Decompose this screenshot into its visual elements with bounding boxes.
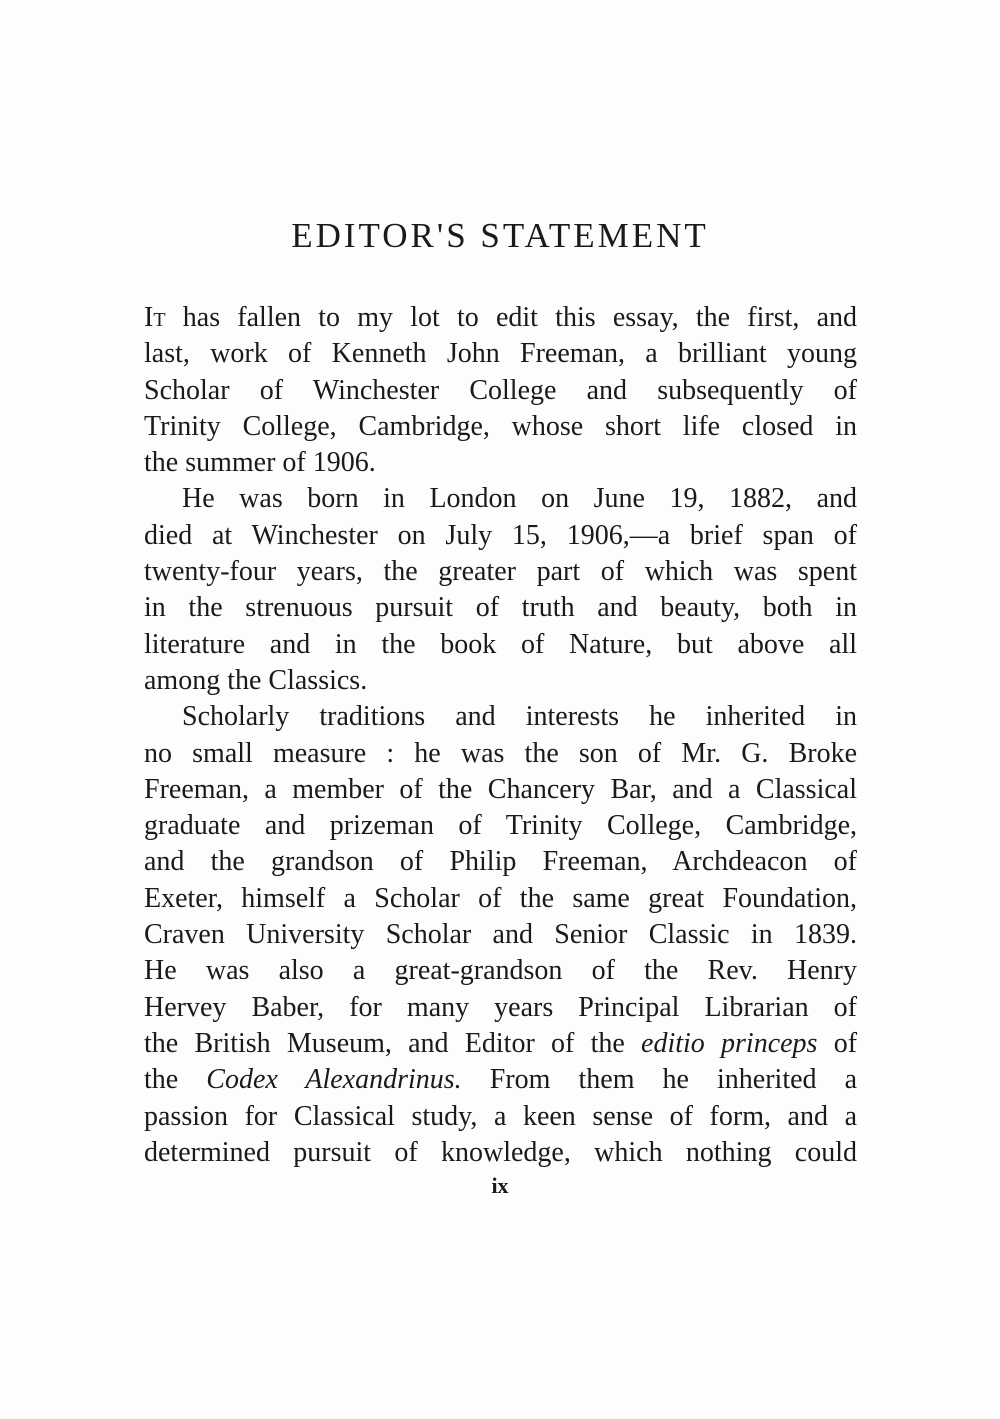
text-line: He was born in London on June 19, 1882, and [182,483,857,515]
text-line: Hervey Baber, for many years Principal Librarian of [144,991,857,1023]
text-line: Scholar of Winchester College and subsequently of [144,374,857,406]
text-line: Scholarly traditions and interests he inherited in [182,701,857,733]
text-line: in the strenuous pursuit of truth and beauty, both in [144,592,857,624]
text-line: Exeter, himself a Scholar of the same great Foundation, [144,882,857,914]
text-line: He was also a great-grandson of the Rev. Henry [144,955,857,987]
text-line: Craven University Scholar and Senior Classic in 1839. [144,919,857,951]
text-line: graduate and prizeman of Trinity College, Cambridge, [144,810,857,842]
text-line: the Codex Alexandrinus. From them he inherited a [144,1064,858,1096]
text-line: died at Winchester on July 15, 1906,—a brief span of [144,519,857,551]
body-text [144,300,857,1171]
text-line: no small measure : he was the son of Mr. G. Broke [144,737,857,769]
text-line: and the grandson of Philip Freeman, Archdeacon of [144,846,857,878]
text-line: Trinity College, Cambridge, whose short life closed in [144,410,857,442]
page-number: ix [491,1173,509,1198]
text-line: It has fallen to my lot to edit this essay, the first, and [144,302,858,333]
text-line: last, work of Kenneth John Freeman, a brilliant young [144,338,857,370]
text-line: Freeman, a member of the Chancery Bar, and a Classical [144,773,857,805]
text-line: twenty-four years, the greater part of which was spent [144,556,857,588]
text-line: literature and in the book of Nature, but above all [144,628,857,660]
text-line: the summer of 1906. [144,447,376,479]
opening-word: It [144,302,166,333]
italic-title: editio princeps [641,1027,818,1059]
text-line: determined pursuit of knowledge, which nothing could [144,1136,857,1168]
text-line: among the Classics. [144,664,368,696]
text-line: passion for Classical study, a keen sense of form, and a [144,1100,857,1132]
page-title: EDITOR'S STATEMENT [291,216,709,255]
italic-title: Codex Alexandrinus. [206,1064,462,1096]
text-line: the British Museum, and Editor of the editio princeps of [144,1027,858,1059]
